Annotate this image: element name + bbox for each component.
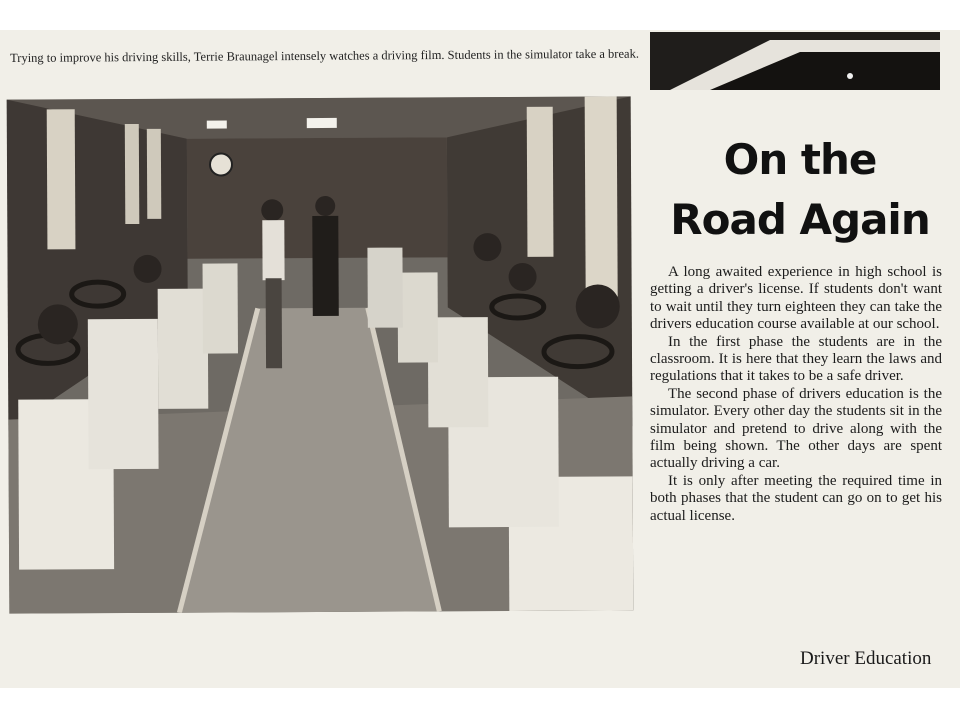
simulator-classroom-photo — [7, 96, 634, 613]
corner-photo-fragment — [650, 32, 940, 90]
body-paragraph-2: In the first phase the students are in the classroom. It is here that they learn the laws and regulations that it takes to be a safe driver. — [650, 333, 942, 385]
article-headline — [660, 130, 940, 250]
article-body — [650, 264, 942, 525]
body-paragraph-3: The second phase of drivers education is the simulator. Every other day the students sit in the simulator and pretend to drive along with the film being shown. The other days are spent actually driving a car. — [650, 385, 942, 472]
yearbook-page — [0, 30, 960, 688]
photo-caption: Trying to improve his driving skills, Terrie Braunagel intensely watches a driving film. Students in the simulator take a break. — [10, 46, 639, 65]
body-paragraph-1: A long awaited experience in high school is getting a driver's license. If students don't want to wait until they turn eighteen they can take the drivers education course available at our school. — [650, 264, 942, 333]
scan-margin — [0, 688, 960, 720]
section-footer: Driver Education — [800, 648, 932, 669]
headline-line-2: Road Again — [670, 195, 930, 244]
body-paragraph-4: It is only after meeting the required time in both phases that the student can go on to get his actual license. — [650, 472, 942, 524]
corner-photo-illustration — [650, 32, 940, 90]
headline-line-1: On the — [723, 135, 877, 184]
photo-illustration — [7, 96, 634, 613]
